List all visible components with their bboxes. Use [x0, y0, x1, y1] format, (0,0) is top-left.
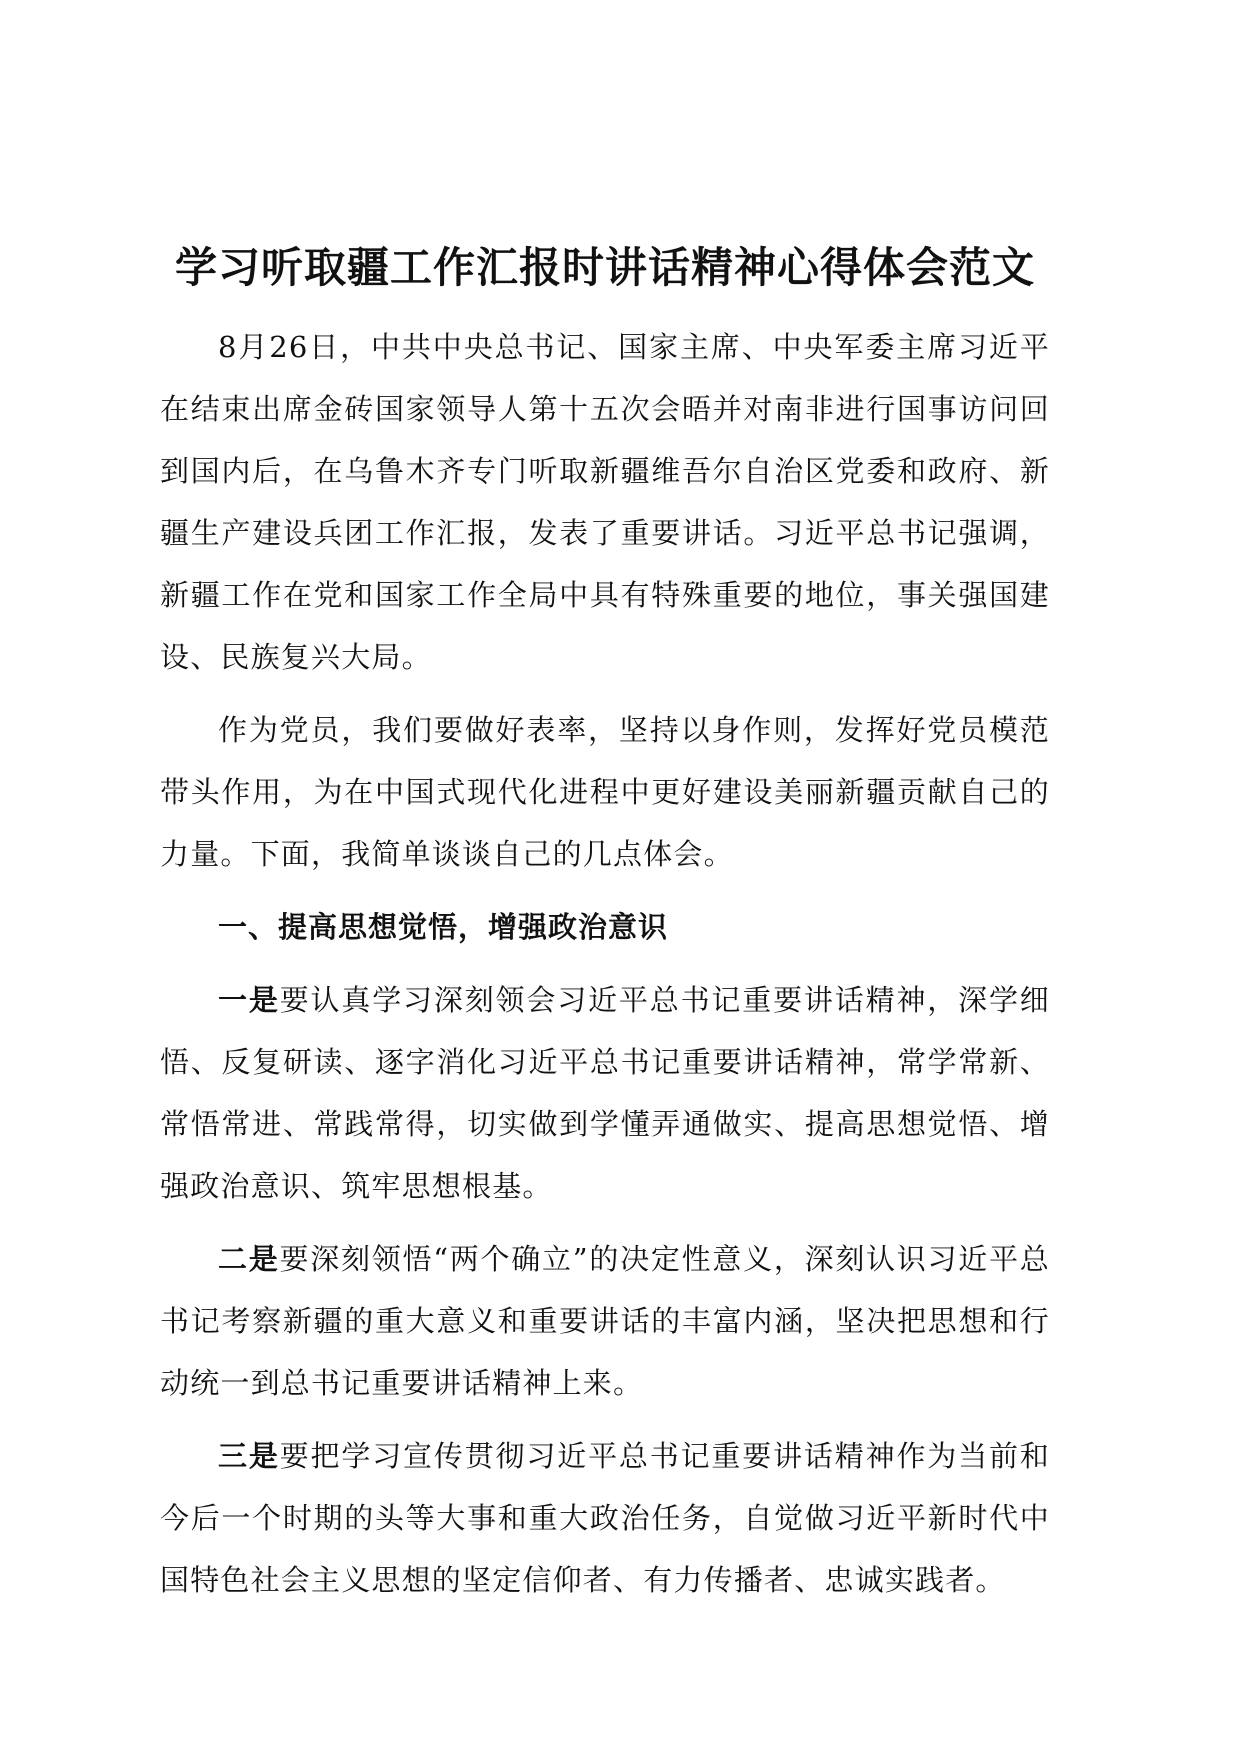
point-lead: 三是 [218, 1439, 280, 1473]
point-lead: 一是 [218, 983, 280, 1017]
intro-paragraph: 作为党员，我们要做好表率，坚持以身作则，发挥好党员模范带头作用，为在中国式现代化进程中更好建设美丽新疆贡献自己的力量。下面，我简单谈谈自己的几点体会。 [160, 713, 1050, 871]
point-text: 要把学习宣传贯彻习近平总书记重要讲话精神作为当前和今后一个时期的头等大事和重大政治任务，自觉做习近平新时代中国特色社会主义思想的坚定信仰者、有力传播者、忠诚实践者。 [160, 1439, 1050, 1597]
document-page [160, 238, 1050, 1622]
point-lead: 二是 [218, 1242, 280, 1276]
point-paragraph [160, 1228, 1050, 1414]
point-paragraph [160, 969, 1050, 1217]
intro-paragraph: 8月26日，中共中央总书记、国家主席、中央军委主席习近平在结束出席金砖国家领导人第十五次会晤并对南非进行国事访问回到国内后，在乌鲁木齐专门听取新疆维吾尔自治区党委和政府、新疆生产建设兵团工作汇报，发表了重要讲话。习近平总书记强调，新疆工作在党和国家工作全局中具有特殊重要的地位，事关强国建设、民族复兴大局。 [160, 330, 1050, 674]
point-text: 要深刻领悟“两个确立”的决定性意义，深刻认识习近平总书记考察新疆的重大意义和重要讲话的丰富内涵，坚决把思想和行动统一到总书记重要讲话精神上来。 [160, 1242, 1050, 1400]
section-heading: 一、提高思想觉悟，增强政治意识 [218, 910, 669, 944]
document-title: 学习听取疆工作汇报时讲话精神心得体会范文 [174, 243, 1035, 292]
point-paragraph [160, 1425, 1050, 1611]
point-text: 要认真学习深刻领会习近平总书记重要讲话精神，深学细悟、反复研读、逐字消化习近平总书记重要讲话精神，常学常新、常悟常进、常践常得，切实做到学懂弄通做实、提高思想觉悟、增强政治意识、筑牢思想根基。 [160, 983, 1050, 1203]
